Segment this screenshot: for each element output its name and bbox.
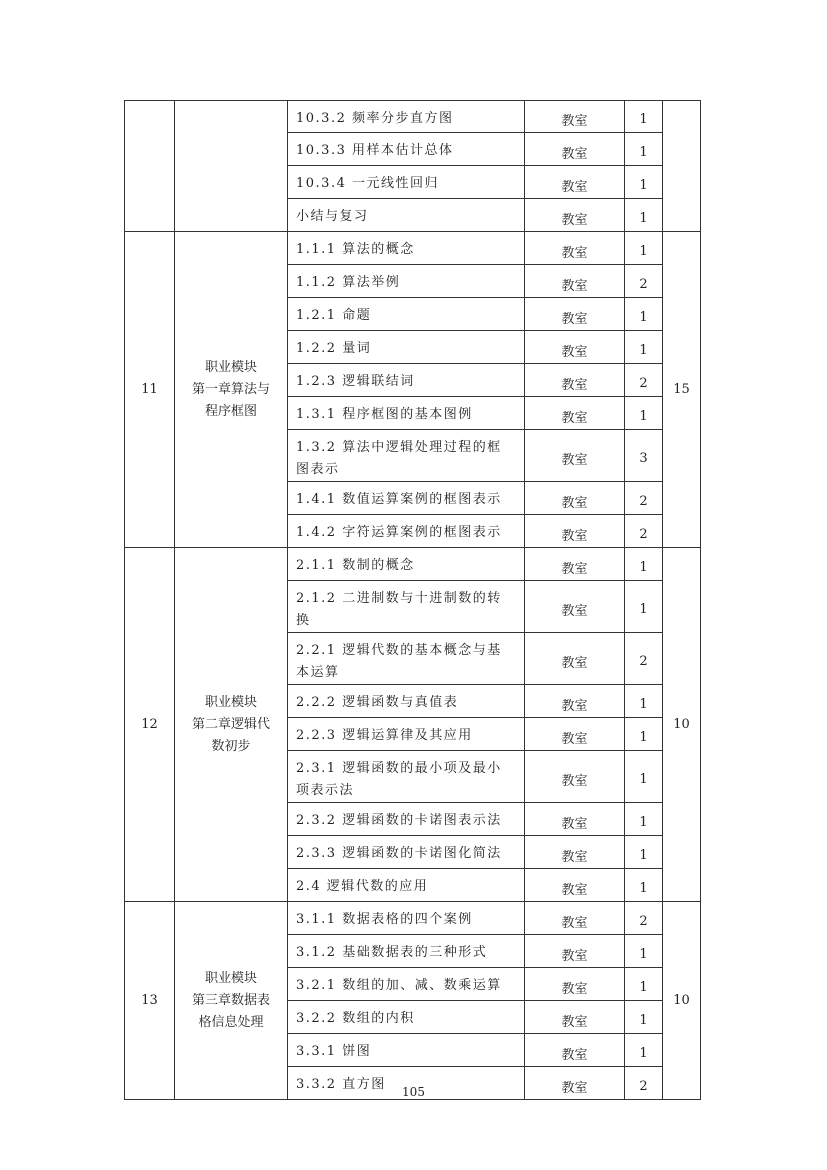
group-number — [125, 101, 175, 232]
lesson-location: 教室 — [525, 515, 625, 548]
lesson-topic: 10.3.4 一元线性回归 — [288, 166, 525, 199]
lesson-location: 教室 — [525, 548, 625, 581]
lesson-hours: 1 — [625, 685, 663, 718]
lesson-topic: 2.2.1 逻辑代数的基本概念与基本运算 — [288, 633, 525, 685]
lesson-hours: 1 — [625, 101, 663, 133]
schedule-body — [125, 101, 701, 1100]
lesson-hours: 2 — [625, 364, 663, 397]
lesson-location: 教室 — [525, 869, 625, 902]
lesson-topic: 10.3.3 用样本估计总体 — [288, 133, 525, 166]
lesson-hours: 1 — [625, 397, 663, 430]
lesson-topic: 3.3.2 直方图 — [288, 1067, 525, 1100]
lesson-location: 教室 — [525, 718, 625, 751]
lesson-hours: 1 — [625, 718, 663, 751]
lesson-location: 教室 — [525, 265, 625, 298]
lesson-location: 教室 — [525, 836, 625, 869]
module-title — [175, 232, 288, 548]
module-title-line: 第二章逻辑代 — [191, 716, 270, 732]
lesson-topic: 1.2.3 逻辑联结词 — [288, 364, 525, 397]
lesson-hours: 2 — [625, 482, 663, 515]
module-title — [175, 101, 288, 232]
module-title — [175, 548, 288, 902]
lesson-location: 教室 — [525, 166, 625, 199]
lesson-location: 教室 — [525, 364, 625, 397]
table-row — [125, 101, 701, 133]
lesson-location: 教室 — [525, 101, 625, 133]
lesson-location: 教室 — [525, 902, 625, 935]
lesson-hours: 2 — [625, 902, 663, 935]
lesson-location: 教室 — [525, 1034, 625, 1067]
lesson-hours: 1 — [625, 869, 663, 902]
lesson-hours: 3 — [625, 430, 663, 482]
lesson-location: 教室 — [525, 581, 625, 633]
lesson-hours: 1 — [625, 751, 663, 803]
lesson-topic: 小结与复习 — [288, 199, 525, 232]
lesson-topic: 2.3.3 逻辑函数的卡诺图化简法 — [288, 836, 525, 869]
lesson-hours: 2 — [625, 265, 663, 298]
lesson-location: 教室 — [525, 633, 625, 685]
module-title-line: 职业模块 — [204, 359, 257, 375]
table-row — [125, 548, 701, 581]
lesson-topic: 2.2.3 逻辑运算律及其应用 — [288, 718, 525, 751]
group-number: 12 — [125, 548, 175, 902]
group-total-hours — [663, 101, 701, 232]
module-title-line: 职业模块 — [204, 970, 257, 986]
lesson-hours: 2 — [625, 633, 663, 685]
lesson-location: 教室 — [525, 232, 625, 265]
lesson-hours: 1 — [625, 199, 663, 232]
lesson-location: 教室 — [525, 1067, 625, 1100]
lesson-location: 教室 — [525, 935, 625, 968]
lesson-location: 教室 — [525, 968, 625, 1001]
lesson-hours: 1 — [625, 1034, 663, 1067]
lesson-topic: 2.1.1 数制的概念 — [288, 548, 525, 581]
lesson-topic: 2.4 逻辑代数的应用 — [288, 869, 525, 902]
lesson-topic: 1.4.2 字符运算案例的框图表示 — [288, 515, 525, 548]
group-number: 11 — [125, 232, 175, 548]
group-total-hours: 10 — [663, 548, 701, 902]
lesson-topic: 1.2.2 量词 — [288, 331, 525, 364]
lesson-topic: 2.3.2 逻辑函数的卡诺图表示法 — [288, 803, 525, 836]
lesson-topic: 1.1.2 算法举例 — [288, 265, 525, 298]
lesson-location: 教室 — [525, 397, 625, 430]
lesson-hours: 1 — [625, 1001, 663, 1034]
lesson-hours: 1 — [625, 133, 663, 166]
lesson-topic: 1.2.1 命题 — [288, 298, 525, 331]
lesson-hours: 1 — [625, 968, 663, 1001]
lesson-topic: 1.4.1 数值运算案例的框图表示 — [288, 482, 525, 515]
group-total-hours: 10 — [663, 902, 701, 1100]
lesson-topic: 3.2.1 数组的加、减、数乘运算 — [288, 968, 525, 1001]
lesson-topic: 3.3.1 饼图 — [288, 1034, 525, 1067]
lesson-topic: 1.1.1 算法的概念 — [288, 232, 525, 265]
table-row — [125, 232, 701, 265]
lesson-hours: 1 — [625, 166, 663, 199]
lesson-location: 教室 — [525, 482, 625, 515]
lesson-topic: 1.3.1 程序框图的基本图例 — [288, 397, 525, 430]
lesson-topic: 2.1.2 二进制数与十进制数的转换 — [288, 581, 525, 633]
lesson-location: 教室 — [525, 685, 625, 718]
module-title-line: 第三章数据表 — [191, 992, 270, 1008]
module-title-line: 格信息处理 — [198, 1014, 264, 1030]
module-title-line: 第一章算法与 — [191, 381, 270, 397]
module-title-line: 数初步 — [211, 738, 251, 754]
page-number: 105 — [402, 1085, 425, 1099]
module-title-line: 职业模块 — [204, 694, 257, 710]
lesson-location: 教室 — [525, 199, 625, 232]
module-title-line: 程序框图 — [204, 403, 257, 419]
lesson-topic: 2.2.2 逻辑函数与真值表 — [288, 685, 525, 718]
lesson-hours: 1 — [625, 803, 663, 836]
lesson-topic: 10.3.2 频率分步直方图 — [288, 101, 525, 133]
lesson-hours: 1 — [625, 935, 663, 968]
lesson-location: 教室 — [525, 430, 625, 482]
lesson-location: 教室 — [525, 133, 625, 166]
lesson-hours: 1 — [625, 331, 663, 364]
lesson-topic: 3.2.2 数组的内积 — [288, 1001, 525, 1034]
table-row — [125, 902, 701, 935]
module-title — [175, 902, 288, 1100]
lesson-topic: 2.3.1 逻辑函数的最小项及最小项表示法 — [288, 751, 525, 803]
course-schedule-table — [124, 100, 701, 1100]
group-number: 13 — [125, 902, 175, 1100]
lesson-hours: 2 — [625, 1067, 663, 1100]
lesson-location: 教室 — [525, 1001, 625, 1034]
lesson-location: 教室 — [525, 803, 625, 836]
lesson-hours: 1 — [625, 836, 663, 869]
group-total-hours: 15 — [663, 232, 701, 548]
lesson-location: 教室 — [525, 298, 625, 331]
lesson-hours: 1 — [625, 548, 663, 581]
lesson-hours: 2 — [625, 515, 663, 548]
lesson-location: 教室 — [525, 331, 625, 364]
lesson-hours: 1 — [625, 581, 663, 633]
lesson-location: 教室 — [525, 751, 625, 803]
lesson-topic: 1.3.2 算法中逻辑处理过程的框图表示 — [288, 430, 525, 482]
lesson-topic: 3.1.2 基础数据表的三种形式 — [288, 935, 525, 968]
lesson-topic: 3.1.1 数据表格的四个案例 — [288, 902, 525, 935]
lesson-hours: 1 — [625, 298, 663, 331]
lesson-hours: 1 — [625, 232, 663, 265]
